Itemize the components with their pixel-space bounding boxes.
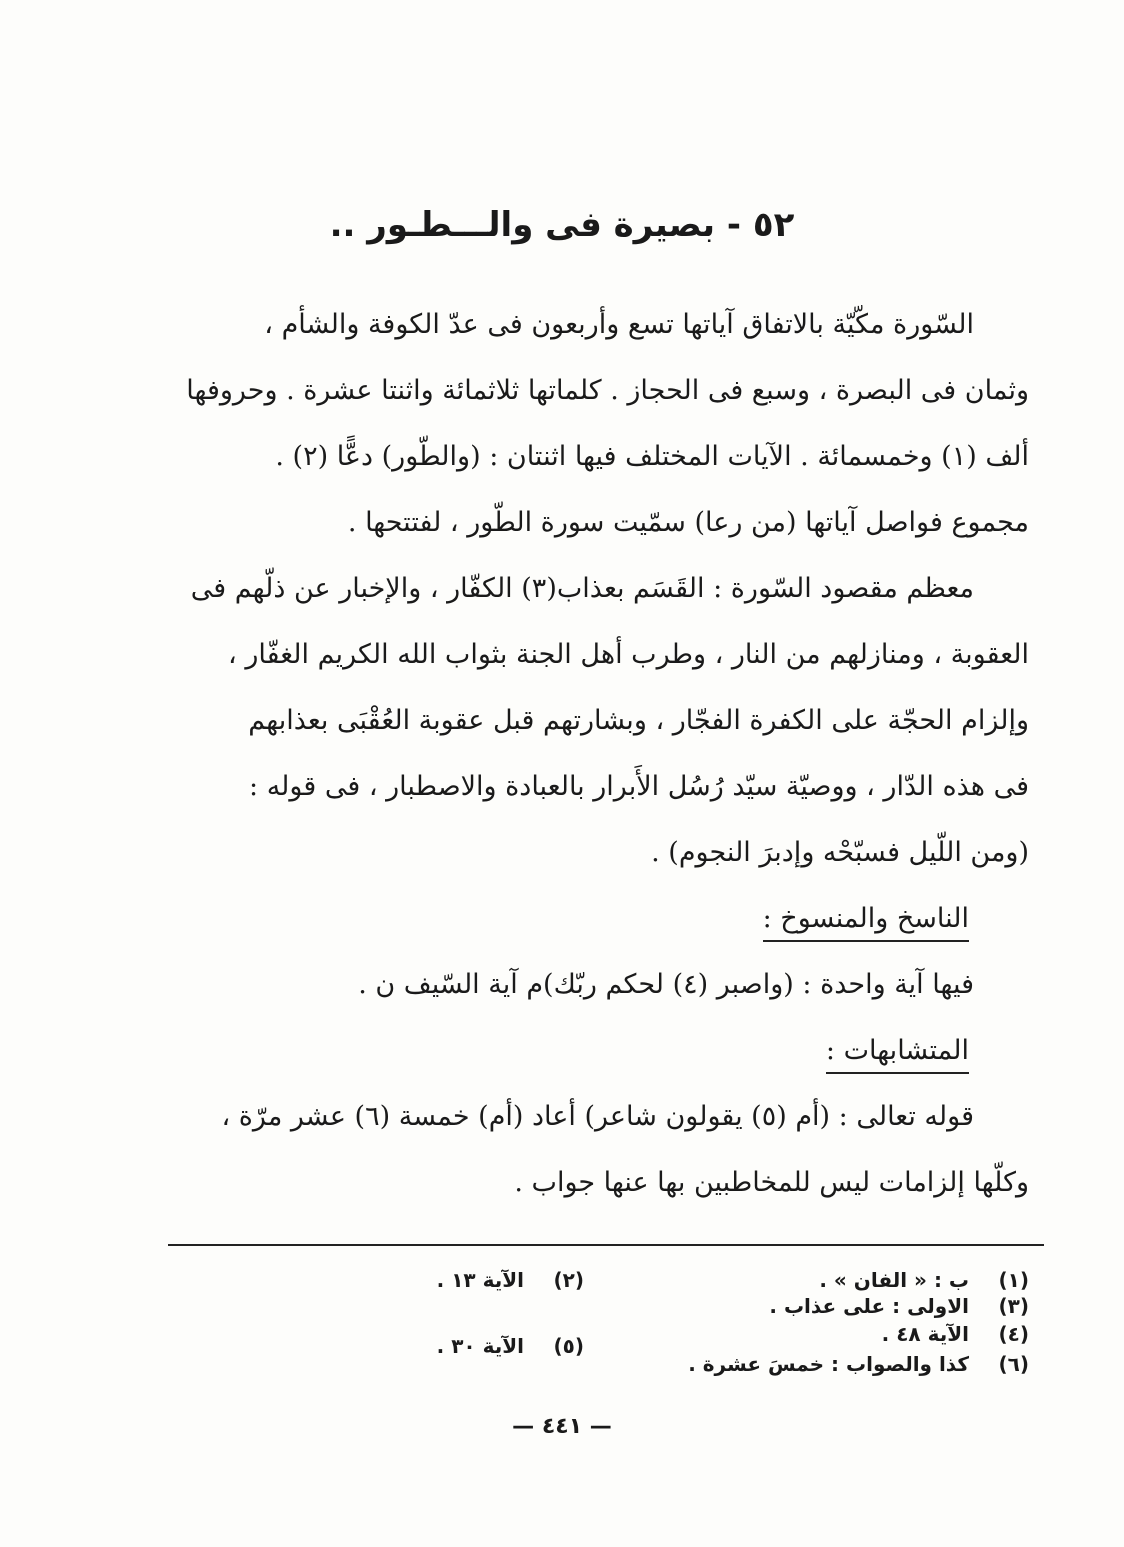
footnote-2 [437,1268,584,1292]
footnote-divider [168,1244,1044,1246]
footnotes [0,1262,1124,1382]
footnote-text: ب : « الفان » . [819,1268,969,1292]
section-heading [179,886,1029,952]
footnote-text: الآية ٣٠ . [436,1334,524,1358]
page-number: — ٤٤١ — [512,1414,612,1439]
text-line: العقوبة ، ومنازلهم من النار ، وطرب أهل الجنة بثواب الله الكريم الغفّار ، [228,639,1029,670]
footnote-number: (٢) [553,1268,584,1292]
footnote-text: الآية ٤٨ . [881,1322,969,1346]
text-line: (ومن اللّيل فسبّحْه وإدبرَ النجوم) . [651,837,1029,868]
footnote-number: (٥) [553,1334,584,1358]
footnote-6 [688,1352,1029,1376]
text-line: وإلزام الحجّة على الكفرة الفجّار ، وبشارتهم قبل عقوبة العُقْبَى بعذابهم [248,705,1029,736]
footnote-4 [882,1322,1029,1346]
text-line: وكلّها إلزامات ليس للمخاطبين بها عنها جواب . [514,1167,1029,1198]
chapter-title: ٥٢ - بصيرة فى والـــطـور .. [329,205,795,245]
text-line: مجموع فواصل آياتها (من رعا) سمّيت سورة الطّور ، لفتتحها . [347,507,1029,538]
footnote-text: الآية ١٣ . [436,1268,524,1292]
footnote-number: (٦) [998,1352,1029,1376]
text-line: وثمان فى البصرة ، وسبع فى الحجاز . كلماتها ثلاثمائة واثنتا عشرة . وحروفها [186,375,1029,406]
text-line: فى هذه الدّار ، ووصيّة سيّد رُسُل الأَبرار بالعبادة والاصطبار ، فى قوله : [249,771,1029,802]
body-text [179,292,1029,1216]
footnote-number: (٤) [998,1322,1029,1346]
footnote-number: (٣) [998,1294,1029,1318]
footnote-5 [437,1334,584,1358]
footnote-text: كذا والصواب : خمسَ عشرة . [688,1352,969,1376]
footnote-number: (١) [998,1268,1029,1292]
footnote-3 [769,1294,1029,1318]
section-heading-text: الناسخ والمنسوخ : [763,903,969,942]
text-line: قوله تعالى : (أم (٥) يقولون شاعر) أعاد (أم) خمسة (٦) عشر مرّة ، [221,1101,974,1132]
footnote-1 [819,1268,1029,1292]
text-line: معظم مقصود السّورة : القَسَم بعذاب(٣) الكفّار ، والإخبار عن ذلّهم فى [190,573,974,604]
footnote-text: الاولى : على عذاب . [769,1294,969,1318]
text-line: السّورة مكّيّة بالاتفاق آياتها تسع وأربعون فى عدّ الكوفة والشأم ، [264,309,974,340]
text-line: فيها آية واحدة : (واصبر (٤) لحكم ربّك)م آية السّيف ن . [358,969,974,1000]
text-line: ألف (١) وخمسمائة . الآيات المختلف فيها اثنتان : (والطّور) دعًّا (٢) . [275,441,1029,472]
section-heading [179,1018,1029,1084]
section-heading-text: المتشابهات : [826,1035,969,1074]
